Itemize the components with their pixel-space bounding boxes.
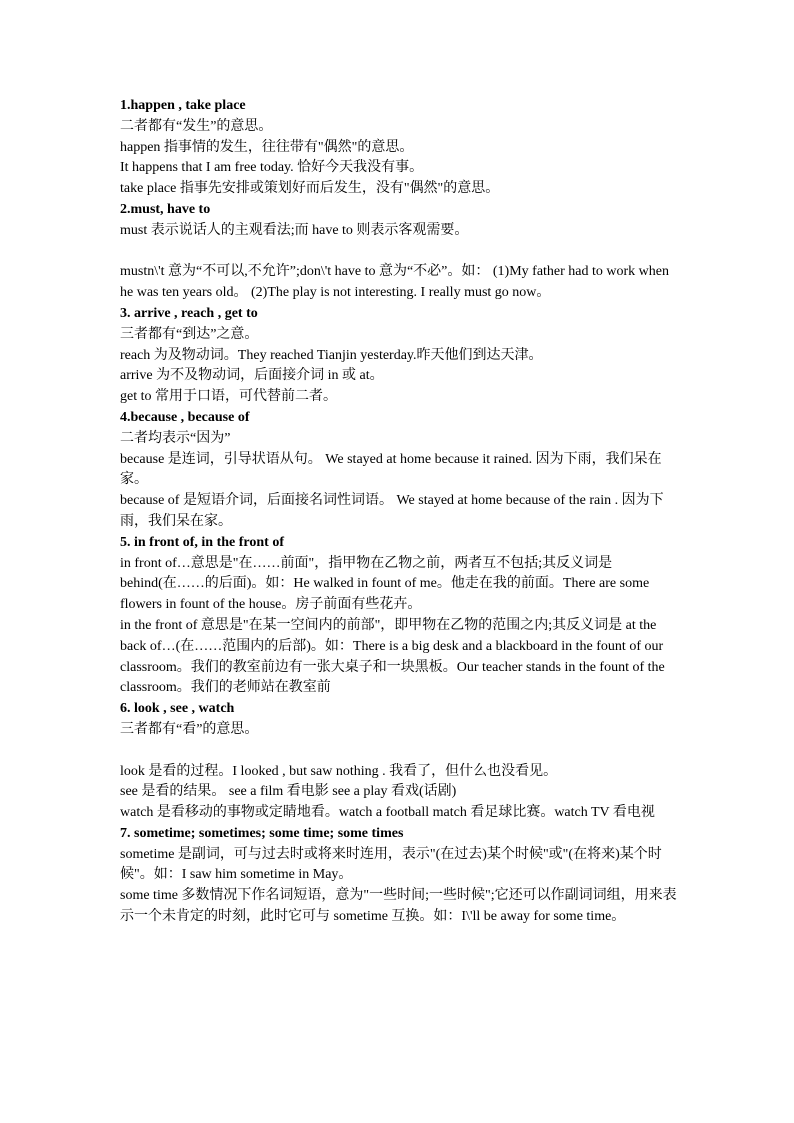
paragraph: It happens that I am free today. 恰好今天我没有事。 [120,160,424,176]
paragraph: 二者都有“发生”的意思。 [120,118,273,134]
paragraph: get to 常用于口语，可代替前二者。 [120,389,337,405]
paragraph: 二者均表示“因为” [120,430,231,446]
paragraph: reach 为及物动词。They reached Tianjin yesterday.昨天他们到达天津。 [120,347,543,363]
paragraph: mustn\'t 意为“不可以,不允许”;don\'t have to 意为“不必”。如： (1)My father had to work when he was ten years old。 (2)The play is not interesting. I really must go now。 [120,264,670,301]
section-heading: 1.happen , take place [120,98,246,113]
paragraph: in front of…意思是"在……前面"，指甲物在乙物之前，两者互不包括;其反义词是 behind(在……的后面)。如：He walked in fount of me。他走在我的前面。There are some flowers in fount of the house。房子前面有些花卉。 [120,555,650,613]
paragraph: take place 指事先安排或策划好而后发生，没有"偶然"的意思。 [120,181,500,197]
section-heading: 4.because , because of [120,409,250,425]
blank-line [120,242,678,263]
paragraph: happen 指事情的发生，往往带有"偶然"的意思。 [120,139,414,155]
paragraph: look 是看的过程。I looked , but saw nothing . 我看了，但什么也没看见。 [120,763,558,779]
paragraph: because 是连词，引导状语从句。 We stayed at home because it rained. 因为下雨，我们呆在家。 [120,451,662,488]
paragraph: in the front of 意思是"在某一空间内的前部"，即甲物在乙物的范围之内;其反义词是 at the back of…(在……范围内的后部)。如：There is a big desk and a blackboard in the fount of our classroom。我们的教室前边有一张大桌子和一块黑板。Our teacher stands in the fount of the classroom。我们的老师站在教室前 [120,617,665,696]
section-heading: 2.must, have to [120,201,211,217]
paragraph: must 表示说话人的主观看法;而 have to 则表示客观需要。 [120,222,469,238]
paragraph: watch 是看移动的事物或定睛地看。watch a football match 看足球比赛。watch TV 看电视 [120,805,655,821]
section-heading: 6. look , see , watch [120,701,235,717]
section-heading: 5. in front of, in the front of [120,534,284,550]
blank-line [120,741,678,762]
document-body [120,96,678,928]
paragraph: some time 多数情况下作名词短语，意为"一些时间;一些时候";它还可以作副词词组，用来表示一个未肯定的时刻，此时它可与 sometime 互换。如：I\'ll be away for some time。 [120,888,677,925]
paragraph: 三者都有“到达”之意。 [120,326,259,342]
paragraph: 三者都有“看”的意思。 [120,721,259,737]
section-heading: 7. sometime; sometimes; some time; some times [120,825,404,841]
paragraph: see 是看的结果。 see a film 看电影 see a play 看戏(话剧) [120,784,457,800]
section-heading: 3. arrive , reach , get to [120,305,258,321]
paragraph: because of 是短语介词，后面接名词性词语。 We stayed at home because of the rain . 因为下雨，我们呆在家。 [120,493,664,529]
paragraph: arrive 为不及物动词，后面接介词 in 或 at。 [120,368,384,384]
paragraph: sometime 是副词，可与过去时或将来时连用，表示"(在过去)某个时候"或"(在将来)某个时候"。如：I saw him sometime in May。 [120,846,662,883]
